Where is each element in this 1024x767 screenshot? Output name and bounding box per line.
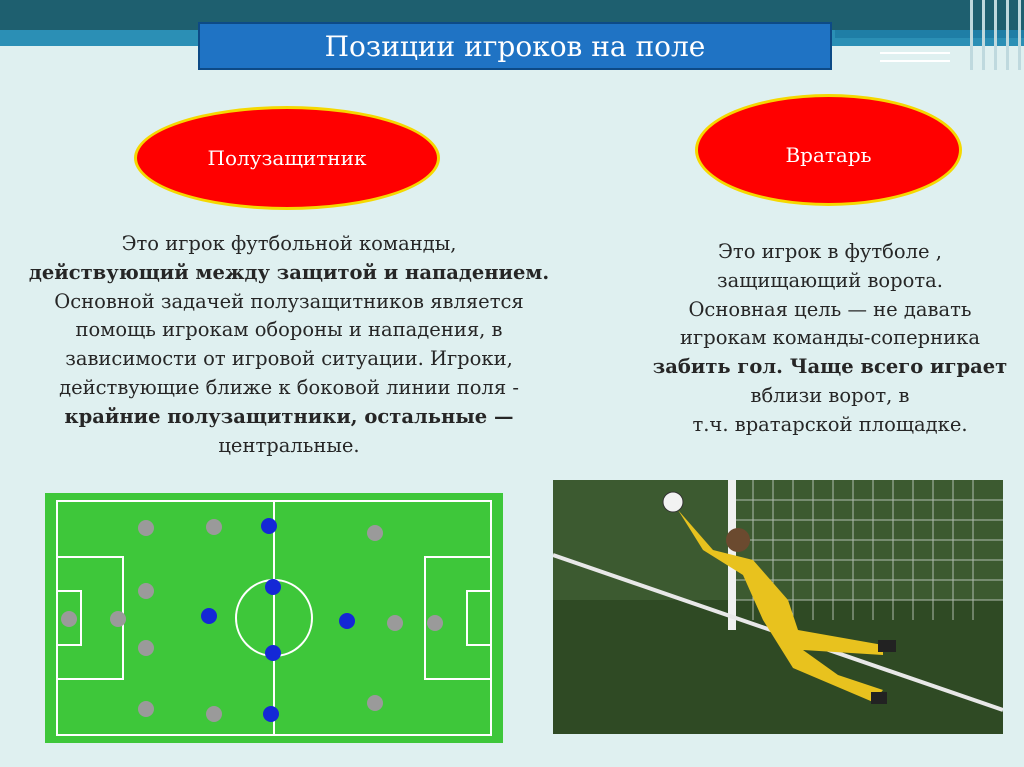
midfielder-oval bbox=[134, 106, 440, 210]
desc-line: помощь игрокам обороны и нападения, в bbox=[75, 318, 503, 342]
midfielder-label: Полузащитник bbox=[207, 146, 367, 170]
desc-line: Это игрок в футболе , bbox=[718, 240, 942, 263]
desc-line: вблизи ворот, в bbox=[750, 383, 910, 407]
desc-line: крайние полузащитники, остальные — bbox=[64, 404, 514, 428]
midfielder-description bbox=[6, 230, 572, 460]
desc-line: т.ч. вратарской площадке. bbox=[692, 412, 968, 436]
goalkeeper-description bbox=[632, 238, 1024, 440]
title-rule-2 bbox=[880, 60, 950, 62]
desc-line: действующий между защитой и нападением. bbox=[28, 260, 550, 284]
slide-title: Позиции игроков на поле bbox=[324, 29, 706, 63]
title-rule-1 bbox=[880, 52, 950, 54]
goalkeeper-label: Вратарь bbox=[785, 143, 872, 167]
goalkeeper-oval bbox=[695, 94, 962, 206]
pitch-diagram bbox=[45, 493, 503, 743]
desc-line: забить гол. Чаще всего играет bbox=[652, 355, 1008, 379]
corner-stripes bbox=[964, 0, 1024, 70]
desc-line: игрокам команды-соперника bbox=[680, 326, 980, 350]
slide-title-box bbox=[198, 22, 832, 70]
desc-line: Основной задачей полузащитников является bbox=[54, 289, 524, 313]
desc-line: действующие ближе к боковой линии поля - bbox=[59, 375, 519, 399]
desc-line: Это игрок футбольной команды, bbox=[121, 232, 457, 255]
desc-line: центральные. bbox=[218, 433, 360, 457]
desc-line: зависимости от игровой ситуации. Игроки, bbox=[65, 347, 513, 371]
desc-line: Основная цель — не давать bbox=[688, 297, 972, 321]
goalkeeper-photo bbox=[553, 480, 1003, 734]
desc-line: защищающий ворота. bbox=[717, 268, 943, 292]
